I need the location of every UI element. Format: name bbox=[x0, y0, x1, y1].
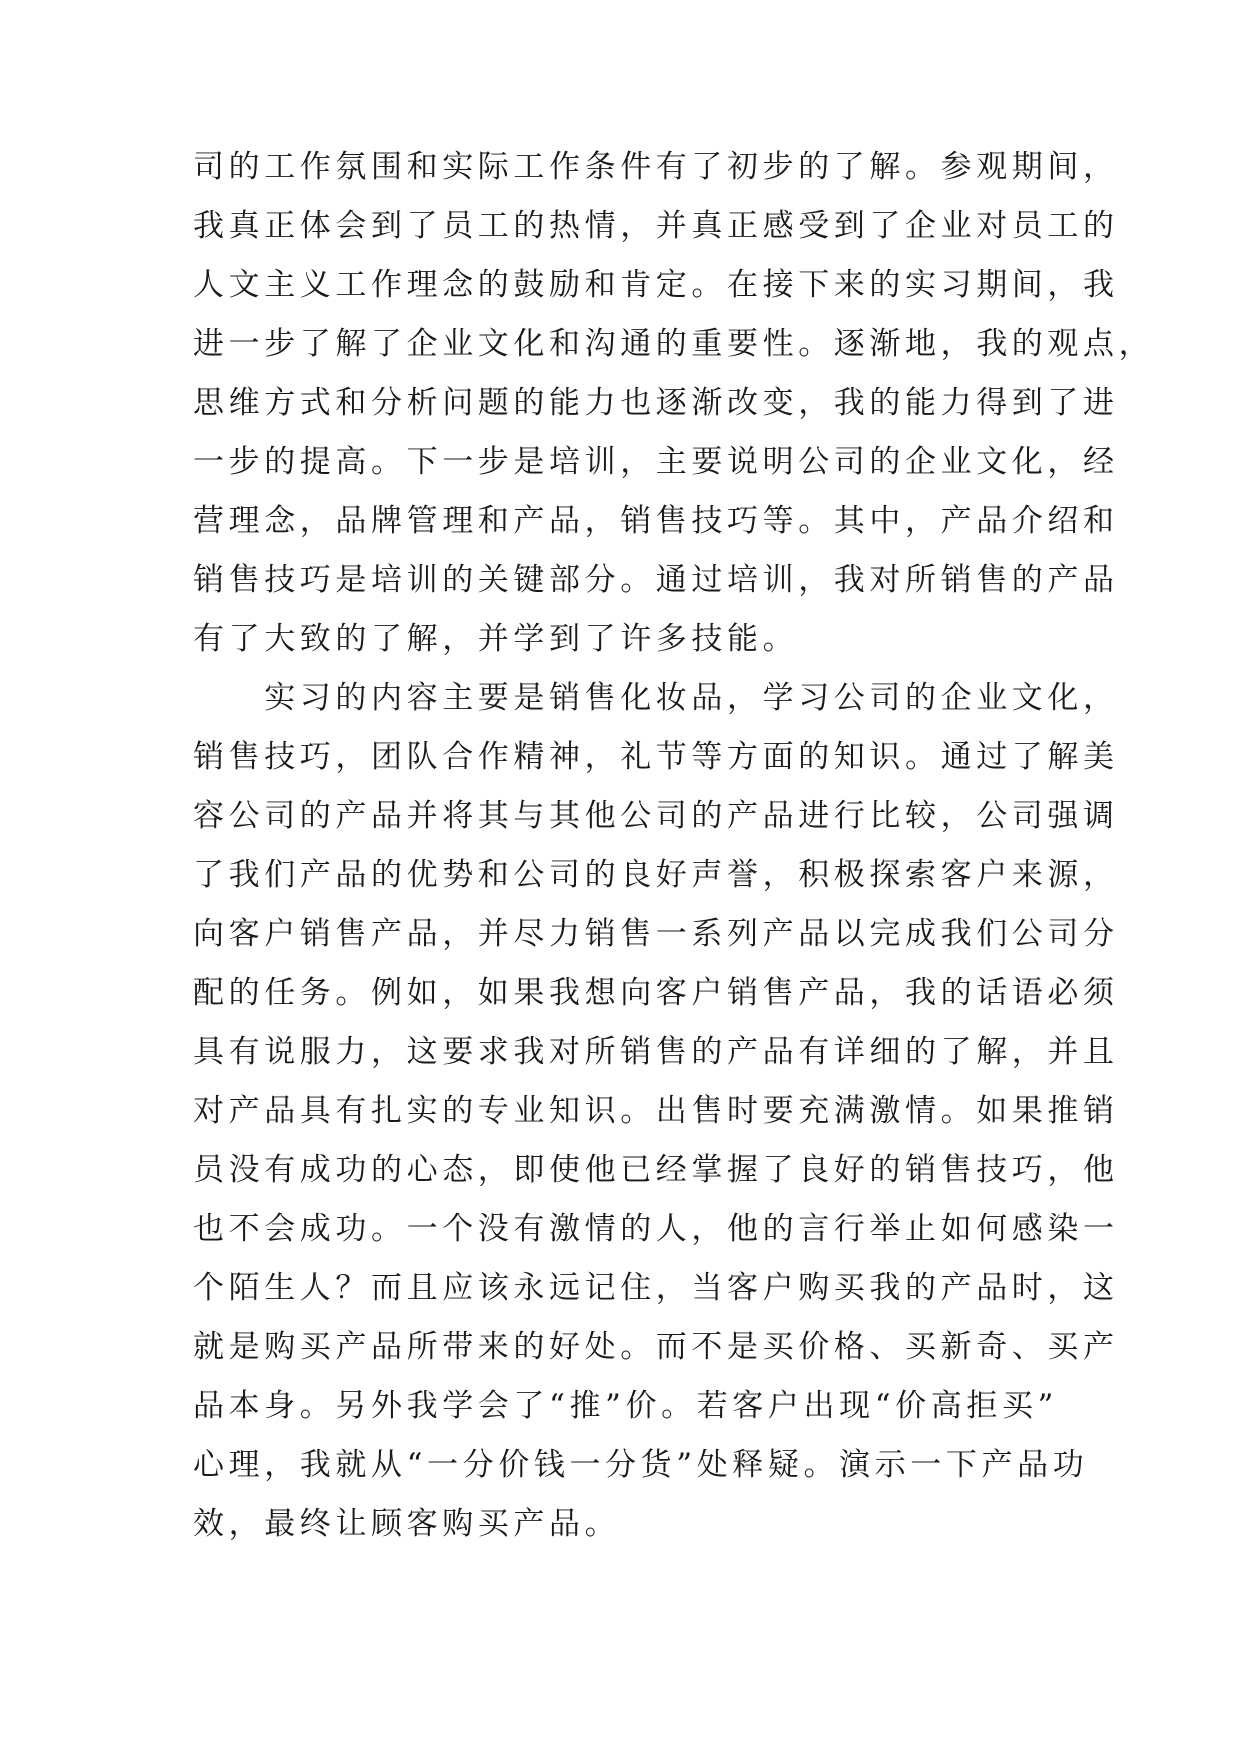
text-line: 也不会成功。一个没有激情的人，他的言行举止如何感染一 bbox=[193, 1211, 1119, 1247]
text-line: 心理，我就从“一分价钱一分货”处释疑。演示一下产品功 bbox=[193, 1447, 1089, 1483]
text-line: 具有说服力，这要求我对所销售的产品有详细的了解，并且 bbox=[193, 1034, 1119, 1070]
text-line: 销售技巧是培训的关键部分。通过培训，我对所销售的产品 bbox=[193, 562, 1119, 598]
paragraph-2 bbox=[193, 669, 1119, 1554]
text-line: 营理念，品牌管理和产品，销售技巧等。其中，产品介绍和 bbox=[193, 503, 1119, 539]
text-line: 对产品具有扎实的专业知识。出售时要充满激情。如果推销 bbox=[193, 1093, 1119, 1129]
text-line: 向客户销售产品，并尽力销售一系列产品以完成我们公司分 bbox=[193, 916, 1119, 952]
text-line: 配的任务。例如，如果我想向客户销售产品，我的话语必须 bbox=[193, 975, 1119, 1011]
text-line: 进一步了解了企业文化和沟通的重要性。逐渐地，我的观点， bbox=[193, 326, 1155, 362]
text-line: 人文主义工作理念的鼓励和肯定。在接下来的实习期间，我 bbox=[193, 267, 1119, 303]
paragraph-1 bbox=[193, 138, 1155, 669]
text-line: 实习的内容主要是销售化妆品，学习公司的企业文化， bbox=[193, 680, 1119, 716]
text-line: 有了大致的了解，并学到了许多技能。 bbox=[193, 621, 799, 657]
text-line: 品本身。另外我学会了“推”价。若客户出现“价高拒买” bbox=[193, 1388, 1058, 1424]
text-line: 我真正体会到了员工的热情，并真正感受到了企业对员工的 bbox=[193, 208, 1119, 244]
text-line: 一步的提高。下一步是培训，主要说明公司的企业文化，经 bbox=[193, 444, 1119, 480]
text-line: 司的工作氛围和实际工作条件有了初步的了解。参观期间， bbox=[193, 149, 1119, 185]
text-line: 思维方式和分析问题的能力也逐渐改变，我的能力得到了进 bbox=[193, 385, 1119, 421]
text-line: 了我们产品的优势和公司的良好声誉，积极探索客户来源， bbox=[193, 857, 1119, 893]
text-line: 个陌生人？而且应该永远记住，当客户购买我的产品时，这 bbox=[193, 1270, 1119, 1306]
body-text bbox=[193, 138, 1155, 1554]
text-line: 效，最终让顾客购买产品。 bbox=[193, 1506, 621, 1542]
text-line: 就是购买产品所带来的好处。而不是买价格、买新奇、买产 bbox=[193, 1329, 1119, 1365]
text-line: 销售技巧，团队合作精神，礼节等方面的知识。通过了解美 bbox=[193, 739, 1119, 775]
text-line: 员没有成功的心态，即使他已经掌握了良好的销售技巧，他 bbox=[193, 1152, 1119, 1188]
text-line: 容公司的产品并将其与其他公司的产品进行比较，公司强调 bbox=[193, 798, 1119, 834]
